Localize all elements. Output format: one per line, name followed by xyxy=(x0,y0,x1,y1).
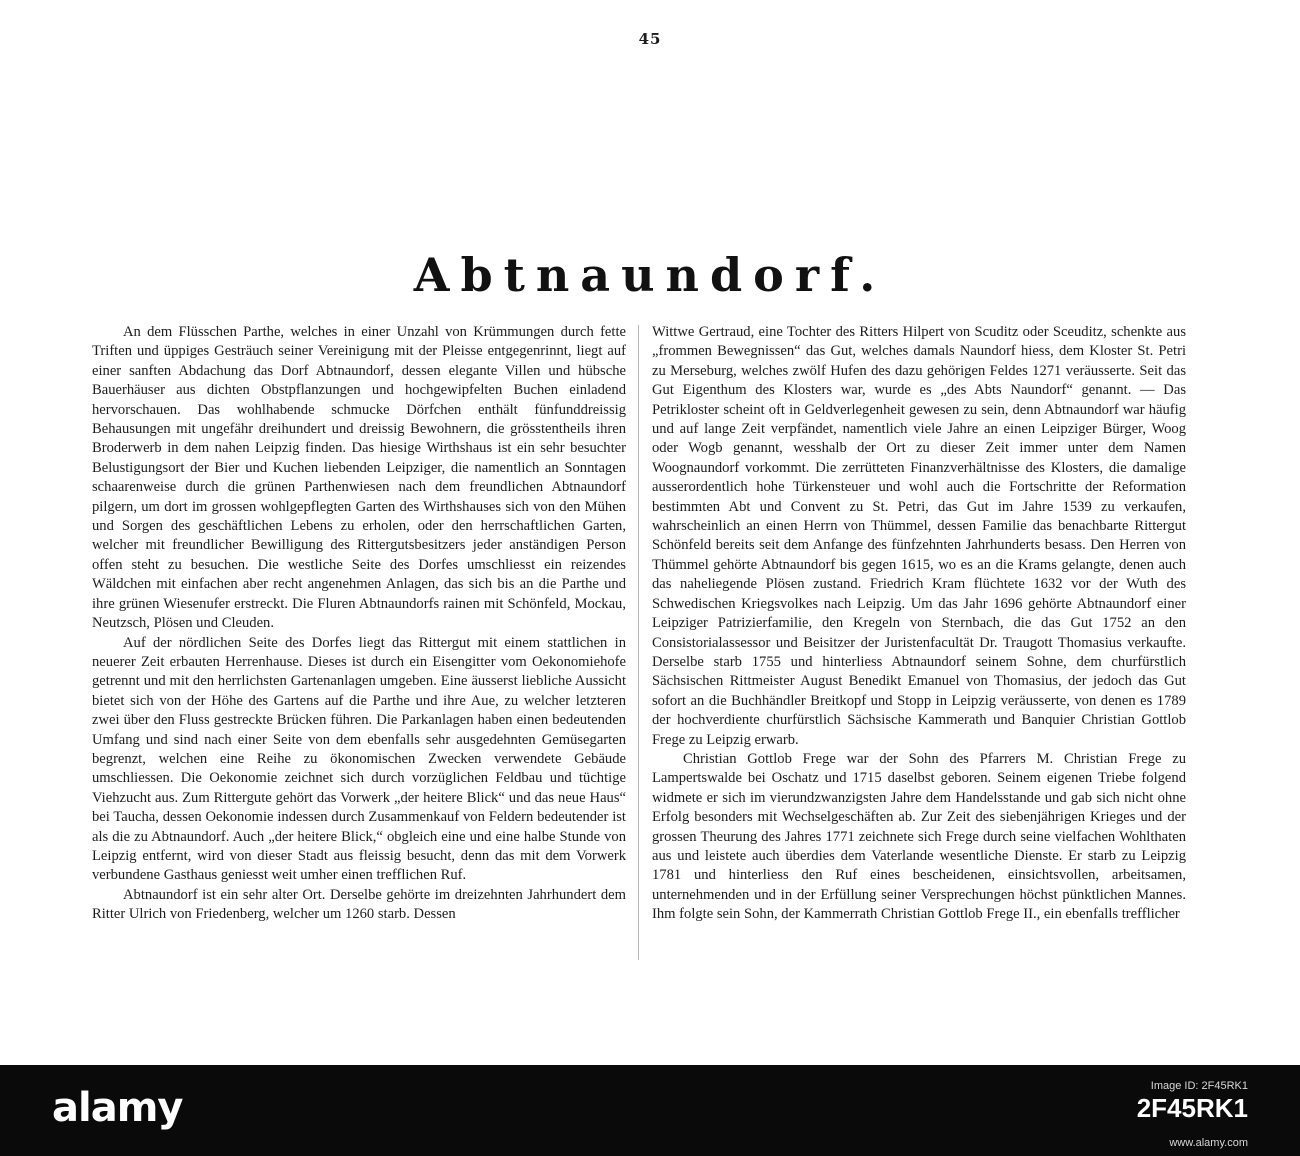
left-text-column xyxy=(92,323,626,925)
page-title: Abtnaundorf. xyxy=(413,248,887,302)
image-id-value: 2F45RK1 xyxy=(1136,1093,1248,1123)
column-divider xyxy=(638,325,639,960)
page-number: 45 xyxy=(638,30,662,48)
paragraph: Auf der nördlichen Seite des Dorfes liegt das Rittergut mit einem stattlichen in neuerer Zeit erbauten Herrenhause. Dieses ist durch ein Eisengitter vom Oekonomiehofe getrennt und mit den herrlichsten Gartenanlagen umgeben. Eine äusserst liebliche Aussicht bietet sich von der Höhe des Gartens auf die Parthe und ihre Aue, zu welcher letzteren zwei über den Fluss gestreckte Brücken führen. Die Parkanlagen haben einen bedeutenden Umfang und sind nach einer Seite von dem ebenfalls sehr ausgedehnten Gemüsegarten begrenzt, welchen eine Reihe zu ökonomischen Zwecken verwendete Gebäude umschliessen. Die Oekonomie zeichnet sich durch vorzüglichen Feldbau und tüchtige Viehzucht aus. Zum Rittergute gehört das Vorwerk „der heitere Blick“ und das neue Haus“ bei Taucha, dessen Oekonomie indessen durch Zusammenkauf von Feldern bedeutender ist als die zu Abtnaundorf. Auch „der heitere Blick,“ obgleich eine und eine halbe Stunde von Leipzig entfernt, wird von dieser Stadt aus fleissig besucht, denn das mit dem Vorwerk verbundene Gasthaus geniesst weit umher einen trefflichen Ruf. xyxy=(92,634,626,884)
paragraph: Wittwe Gertraud, eine Tochter des Ritters Hilpert von Scuditz oder Sceuditz, schenkte aus „frommen Bewegnissen“ das Gut, welches damals Naundorf hiess, dem Kloster St. Petri zu Merseburg, welches zwölf Hufen des dazu gehörigen Feldes 1271 veräusserte. Seit das Gut Eigenthum des Klosters war, wurde es „des Abts Naundorf“ genannt. — Das Petrikloster scheint oft in Geldverlegenheit gewesen zu sein, denn Abtnaundorf war häufig und auf lange Zeit verpfändet, namentlich viele Jahre an einen Leipziger Bürger, Woog oder Wogb genannt, wesshalb der Ort zu dieser Zeit immer unter dem Namen Woognaundorf vorkommt. Die zerrütteten Finanzverhältnisse des Klosters, die damalige ausserordentlich hohe Türkensteuer und wohl auch die Fortschritte der Reformation bestimmten Abt und Convent zu St. Petri, das Gut im Jahre 1539 zu verkaufen, wahrscheinlich an einen Herrn von Thümmel, dessen Familie das benachbarte Rittergut Schönfeld bereits seit dem Anfange des fünfzehnten Jahrhunderts besass. Den Herren von Thümmel gehörte Abtnaundorf bis gegen 1615, wo es an die Krams gelangte, denen auch das naheliegende Plösen zustand. Friedrich Kram flüchtete 1632 vor der Wuth des Schwedischen Kriegsvolkes nach Leipzig. Um das Jahr 1696 gehörte Abtnaundorf einer Leipziger Patrizierfamilie, den Kregeln von Sternbach, die das Gut 1752 an den Consistorialassessor und Beisitzer der Juristenfacultät Dr. Traugott Thomasius verkaufte. Derselbe starb 1755 und hinterliess Abtnaundorf seinem Sohne, dem churfürstlich Sächsischen Rittmeister August Benedikt Emanuel von Thomasius, der jedoch das Gut sofort an die Buchhändler Breitkopf und Stopp in Leipzig veräusserte, von denen es 1789 der hochverdiente churfürstlich Sächsische Kammerath und Banquier Christian Gottlob Frege zu Leipzig erwarb. xyxy=(652,324,1186,748)
paragraph: Christian Gottlob Frege war der Sohn des Pfarrers M. Christian Frege zu Lampertswalde bei Oschatz und 1715 daselbst geboren. Seinem eigenen Triebe folgend widmete er sich im vierundzwanzigsten Jahre dem Handelsstande und gab sich nicht ohne Erfolg besonders mit Wechselgeschäften ab. Zur Zeit des siebenjährigen Krieges und der grossen Theurung des Jahres 1771 zeichnete sich Frege durch seine vielfachen Wohlthaten aus und leistete auch überdies dem Vaterlande wesentliche Dienste. Er starb zu Leipzig 1781 und hinterliess den Ruf eines bescheidenen, einsichtsvollen, arbeitsamen, unternehmenden und in der Erfüllung seiner Versprechungen höchst pünktlichen Mannes. Ihm folgte sein Sohn, der Kammerrath Christian Gottlob Frege II., ein ebenfalls trefflicher xyxy=(652,750,1186,923)
image-id-label: Image ID: 2F45RK1 xyxy=(1150,1080,1248,1092)
paragraph: An dem Flüsschen Parthe, welches in einer Unzahl von Krümmungen durch fette Triften und üppiges Gesträuch seiner Vereinigung mit der Pleisse entgegenrinnt, liegt auf einer sanften Abdachung das Dorf Abtnaundorf, dessen elegante Villen und hübsche Bauerhäuser aus dichten Obstpflanzungen und hochgewipfelten Buchen einladend hervorschauen. Das wohlhabende schmucke Dörfchen enthält fünfunddreissig Behausungen mit ungefähr dreihundert und dreissig Bewohnern, die grösstentheils ihren Broderwerb in dem nahen Leipzig finden. Das hiesige Wirthshaus ist ein sehr besuchter Belustigungsort der Bier und Kuchen liebenden Leipziger, die namentlich an Sonntagen schaarenweise durch die grünen Parthenwiesen nach dem freundlichen Abtnaundorf pilgern, um dort im grossen wohlgepflegten Garten des Wirthshauses sich von den Mühen und Sorgen des geschäftlichen Lebens zu erholen, oder den herrschaftlichen Garten, welcher mit freundlicher Bewilligung des Rittergutsbesitzers jeder anständigen Person offen steht zu besuchen. Die westliche Seite des Dorfes umschliesst ein reizendes Wäldchen mit einfachen aber recht angenehmen Anlagen, das sich bis an die Parthe und ihre grünen Wiesenufer erstreckt. Die Fluren Abtnaundorfs rainen mit Schönfeld, Mockau, Neutzsch, Plösen und Cleuden. xyxy=(92,324,626,632)
stock-photo-banner xyxy=(0,1065,1300,1156)
paragraph: Abtnaundorf ist ein sehr alter Ort. Derselbe gehörte im dreizehnten Jahrhundert dem Ritter Ulrich von Friedenberg, welcher um 1260 starb. Dessen xyxy=(92,886,626,923)
alamy-logo[interactable]: alamy xyxy=(52,1085,183,1131)
site-url[interactable]: www.alamy.com xyxy=(1169,1137,1248,1149)
right-text-column xyxy=(652,323,1186,925)
image-id-block xyxy=(1137,1079,1248,1123)
